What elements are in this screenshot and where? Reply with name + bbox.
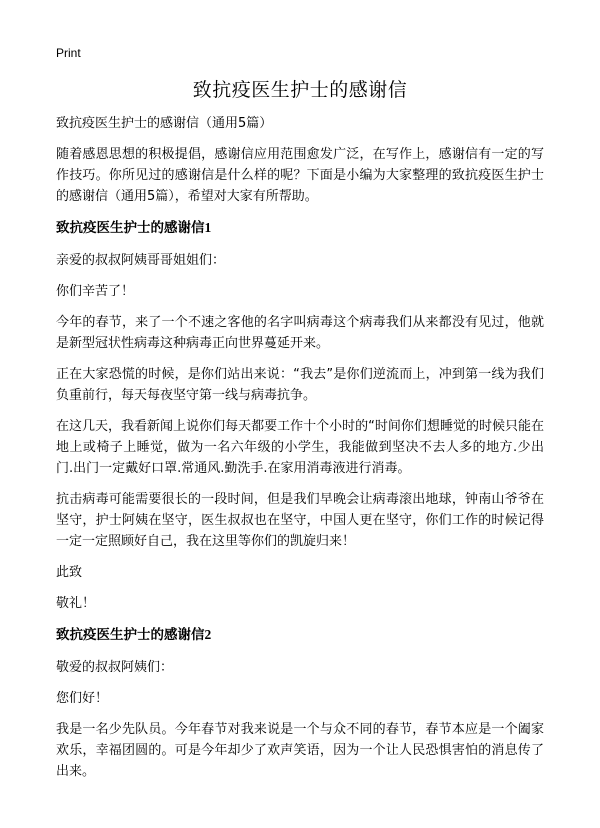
letter1-closing-2: 敬礼！ xyxy=(56,596,96,611)
print-link[interactable]: Print xyxy=(56,46,81,60)
letter1-paragraph-3: 在这几天，我看新闻上说你们每天都要工作十个小时的“时间你们想睡觉的时候只能在地上或椅子上睡觉，做为一名六年级的小学生，我能做到坚决不去人多的地方.少出门.出门一定戴好口罩.常通风.勤洗手.在家用消毒液进行消毒。 xyxy=(56,419,544,476)
letter2-heading: 致抗疫医生护士的感谢信2 xyxy=(56,627,212,642)
page-title: 致抗疫医生护士的感谢信 xyxy=(192,79,408,101)
letter1-heading: 致抗疫医生护士的感谢信1 xyxy=(56,220,212,235)
intro-paragraph: 随着感恩思想的积极提倡，感谢信应用范围愈发广泛，在写作上，感谢信有一定的写作技巧。你所见过的感谢信是什么样的呢？下面是小编为大家整理的致抗疫医生护士的感谢信（通用5篇），希望对大家有所帮助。 xyxy=(56,147,544,204)
letter2-paragraph-1: 我是一名少先队员。今年春节对我来说是一个与众不同的春节，春节本应是一个阖家欢乐，幸福团圆的。可是今年却少了欢声笑语，因为一个让人民恐惧害怕的消息传了出来。 xyxy=(56,722,544,779)
intro-subtitle: 致抗疫医生护士的感谢信（通用5篇） xyxy=(56,116,273,131)
letter2-salutation: 敬爱的叔叔阿姨们： xyxy=(56,660,174,675)
letter1-paragraph-1: 今年的春节，来了一个不速之客他的名字叫病毒这个病毒我们从来都没有见过，他就是新型冠状性病毒这种病毒正向世界蔓延开来。 xyxy=(56,315,544,351)
letter1-salutation: 亲爱的叔叔阿姨哥哥姐姐们： xyxy=(56,253,226,268)
letter1-paragraph-2: 正在大家恐慌的时候，是你们站出来说：“我去”是你们逆流而上，冲到第一线为我们负重前行，每天每夜坚守第一线与病毒抗争。 xyxy=(56,367,544,403)
letter1-closing-1: 此致 xyxy=(56,565,83,580)
letter1-greeting: 你们辛苦了！ xyxy=(56,284,135,299)
letter2-greeting: 您们好！ xyxy=(56,691,109,706)
letter1-paragraph-4: 抗击病毒可能需要很长的一段时间，但是我们早晚会让病毒滚出地球，钟南山爷爷在坚守，护士阿姨在坚守，医生叔叔也在坚守，中国人更在坚守，你们工作的时候记得一定一定照顾好自己，我在这里等你们的凯旋归来！ xyxy=(56,492,544,549)
